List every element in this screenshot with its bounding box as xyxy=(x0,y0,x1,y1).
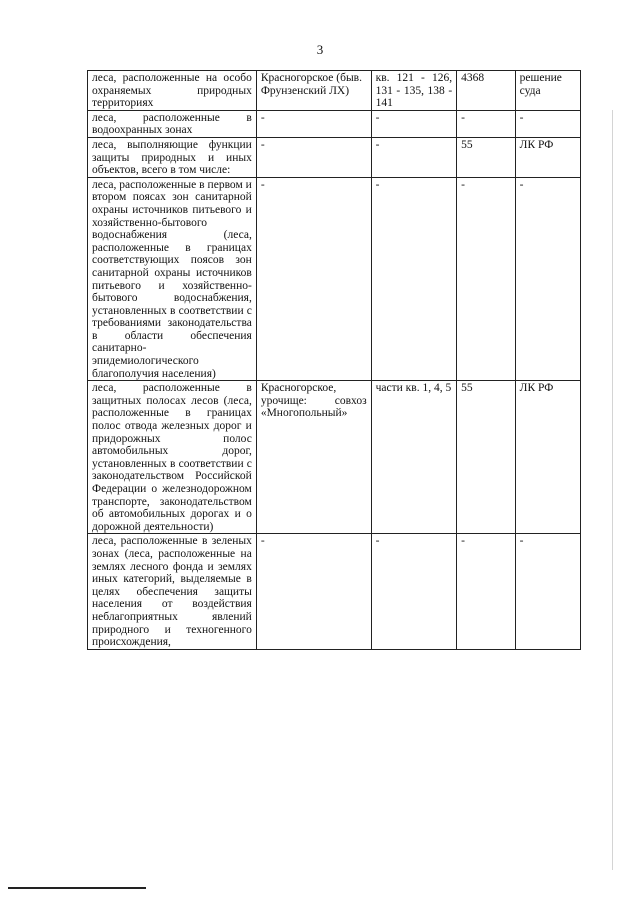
category-cell: леса, выполняющие функции защиты природных и иных объектов, всего в том числе: xyxy=(88,137,257,177)
basis-cell: решение суда xyxy=(515,71,580,111)
table-row xyxy=(88,177,581,381)
quarters-cell: - xyxy=(371,110,457,137)
footer-rule xyxy=(8,887,146,889)
area-cell: 55 xyxy=(457,381,516,534)
quarters-cell: кв. 121 - 126, 131 - 135, 138 - 141 xyxy=(371,71,457,111)
location-cell: - xyxy=(256,534,371,649)
location-cell: - xyxy=(256,177,371,381)
location-cell: - xyxy=(256,110,371,137)
category-cell: леса, расположенные в водоохранных зонах xyxy=(88,110,257,137)
table-row xyxy=(88,71,581,111)
category-cell: леса, расположенные на особо охраняемых природных территориях xyxy=(88,71,257,111)
quarters-cell: - xyxy=(371,534,457,649)
area-cell: - xyxy=(457,534,516,649)
basis-cell: - xyxy=(515,534,580,649)
quarters-cell: - xyxy=(371,137,457,177)
area-cell: - xyxy=(457,177,516,381)
table-row xyxy=(88,381,581,534)
basis-cell: ЛК РФ xyxy=(515,381,580,534)
basis-cell: - xyxy=(515,177,580,381)
area-cell: 4368 xyxy=(457,71,516,111)
table-row xyxy=(88,534,581,649)
quarters-cell: части кв. 1, 4, 5 xyxy=(371,381,457,534)
table-row xyxy=(88,137,581,177)
location-cell: - xyxy=(256,137,371,177)
area-cell: - xyxy=(457,110,516,137)
location-cell: Красногорское, урочище: совхоз «Многопольный» xyxy=(256,381,371,534)
forest-table xyxy=(87,70,581,650)
basis-cell: ЛК РФ xyxy=(515,137,580,177)
quarters-cell: - xyxy=(371,177,457,381)
basis-cell: - xyxy=(515,110,580,137)
area-cell: 55 xyxy=(457,137,516,177)
page-number: 3 xyxy=(316,42,324,57)
scan-margin-line xyxy=(612,110,613,870)
category-cell: леса, расположенные в первом и втором поясах зон санитарной охраны источников питьевого и хозяйственно-бытового водоснабжения (леса, расположенные в границах соответствующих поясов зон санитарной охраны источников питьевого и хозяйственно-бытового водоснабжения, установленных в соответствии с требованиями законодательства в области обеспечения санитарно-эпидемиологического благополучия населения) xyxy=(88,177,257,381)
table-row xyxy=(88,110,581,137)
location-cell: Красногорское (быв. Фрунзенский ЛХ) xyxy=(256,71,371,111)
category-cell: леса, расположенные в защитных полосах лесов (леса, расположенные в границах полос отвода железных дорог и придорожных полос автомобильных дорог, установленных в соответствии с законодательством Российской Федерации о железнодорожном транспорте, законодательством об автомобильных дорогах и о дорожной деятельности) xyxy=(88,381,257,534)
category-cell: леса, расположенные в зеленых зонах (леса, расположенные на землях лесного фонда и землях иных категорий, выделяемые в целях обеспечения защиты населения от воздействия неблагоприятных явлений природного и техногенного происхождения, xyxy=(88,534,257,649)
